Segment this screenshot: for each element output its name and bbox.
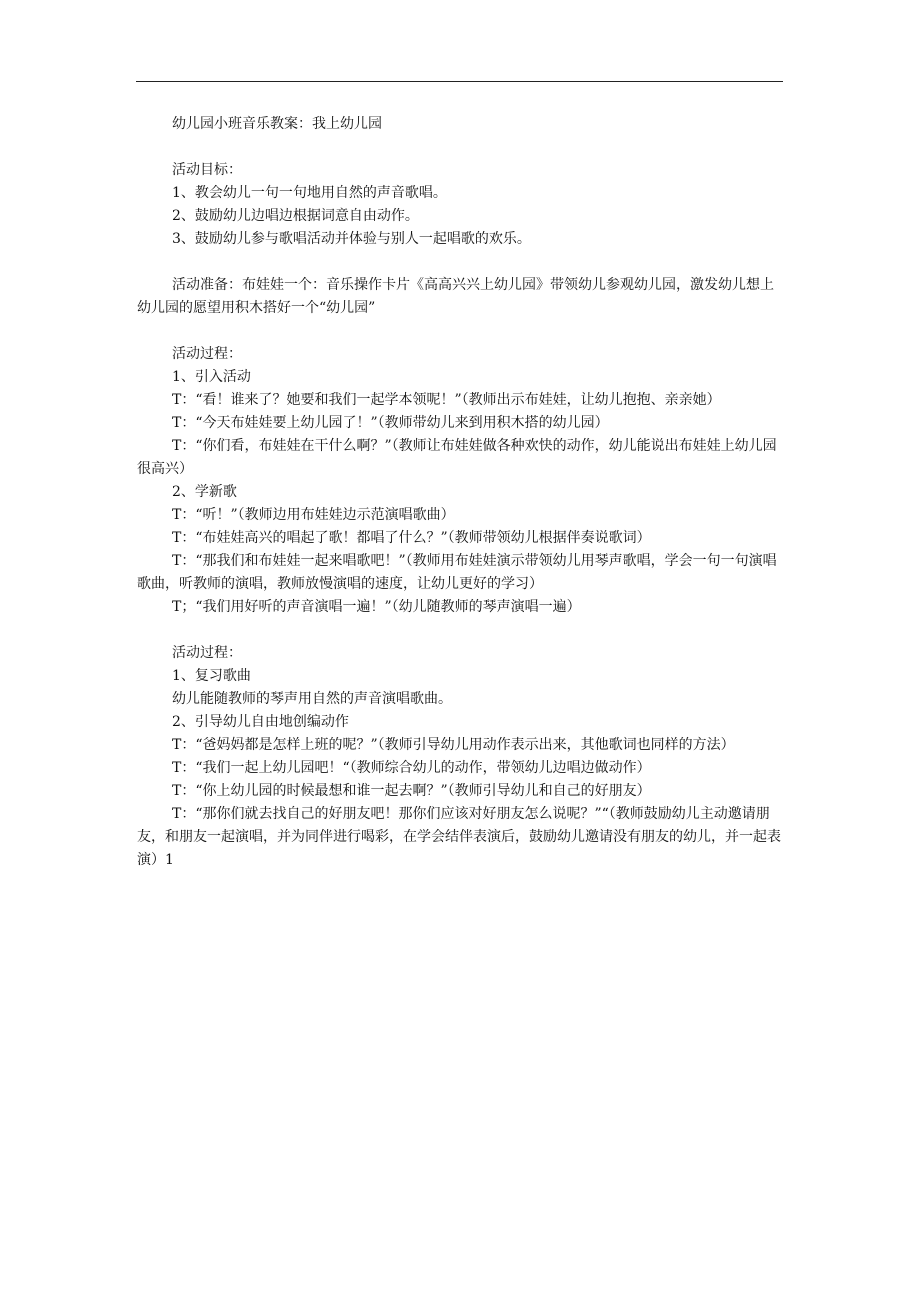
process-line: T：“听！”（教师边用布娃娃边示范演唱歌曲） xyxy=(172,507,455,523)
spacer xyxy=(137,251,783,274)
process-line: T：“看！谁来了？她要和我们一起学本领呢！”（教师出示布娃娃，让幼儿抱抱、亲亲她） xyxy=(172,392,721,408)
process-line: T：“你们看，布娃娃在干什么啊？”（教师让布娃娃做各种欢快的动作，幼儿能说出布娃娃上幼儿园很高兴） xyxy=(137,438,777,477)
preparation-paragraph: 活动准备：布娃娃一个：音乐操作卡片《高高兴兴上幼儿园》带领幼儿参观幼儿园，激发幼儿想上幼儿园的愿望用积木搭好一个“幼儿园” xyxy=(137,277,774,316)
goal-item: 3、鼓励幼儿参与歌唱活动并体验与别人一起唱歌的欢乐。 xyxy=(172,231,531,247)
goals-heading: 活动目标： xyxy=(172,162,242,178)
process-line: T：“你上幼儿园的时候最想和谁一起去啊？”（教师引导幼儿和自己的好朋友） xyxy=(172,783,651,799)
document-title: 幼儿园小班音乐教案：我上幼儿园 xyxy=(172,116,382,132)
process-line: T：“那我们和布娃娃一起来唱歌吧！”（教师用布娃娃演示带领幼儿用琴声歌唱，学会一句一句演唱歌曲，听教师的演唱，教师放慢演唱的速度，让幼儿更好的学习） xyxy=(137,553,777,592)
process-line: 1、复习歌曲 xyxy=(172,668,251,684)
process-line: 1、引入活动 xyxy=(172,369,251,385)
process-line: T：“那你们就去找自己的好朋友吧！那你们应该对好朋友怎么说呢？”“（教师鼓励幼儿主动邀请朋友，和朋友一起演唱，并为同伴进行喝彩，在学会结伴表演后，鼓励幼儿邀请没有朋友的幼儿，并一起表演）1 xyxy=(137,806,781,868)
header-rule xyxy=(136,81,783,82)
process-line: 2、学新歌 xyxy=(172,484,237,500)
document-body xyxy=(137,113,783,872)
spacer xyxy=(137,320,783,343)
process-heading: 活动过程： xyxy=(172,346,242,362)
process-line: T：“今天布娃娃要上幼儿园了！”（教师带幼儿来到用积木搭的幼儿园） xyxy=(172,415,609,431)
spacer xyxy=(137,136,783,159)
goal-item: 1、教会幼儿一句一句地用自然的声音歌唱。 xyxy=(172,185,447,201)
process-line: T；“我们用好听的声音演唱一遍！”（幼儿随教师的琴声演唱一遍） xyxy=(172,599,581,615)
process-line: 幼儿能随教师的琴声用自然的声音演唱歌曲。 xyxy=(172,691,452,707)
spacer xyxy=(137,619,783,642)
process-heading: 活动过程： xyxy=(172,645,242,661)
process-line: T：“布娃娃高兴的唱起了歌！都唱了什么？”（教师带领幼儿根据伴奏说歌词） xyxy=(172,530,651,546)
process-line: 2、引导幼儿自由地创编动作 xyxy=(172,714,349,730)
process-line: T：“爸妈妈都是怎样上班的呢？”（教师引导幼儿用动作表示出来，其他歌词也同样的方法） xyxy=(172,737,735,753)
process-line: T：“我们一起上幼儿园吧！“（教师综合幼儿的动作，带领幼儿边唱边做动作） xyxy=(172,760,651,776)
goal-item: 2、鼓励幼儿边唱边根据词意自由动作。 xyxy=(172,208,419,224)
